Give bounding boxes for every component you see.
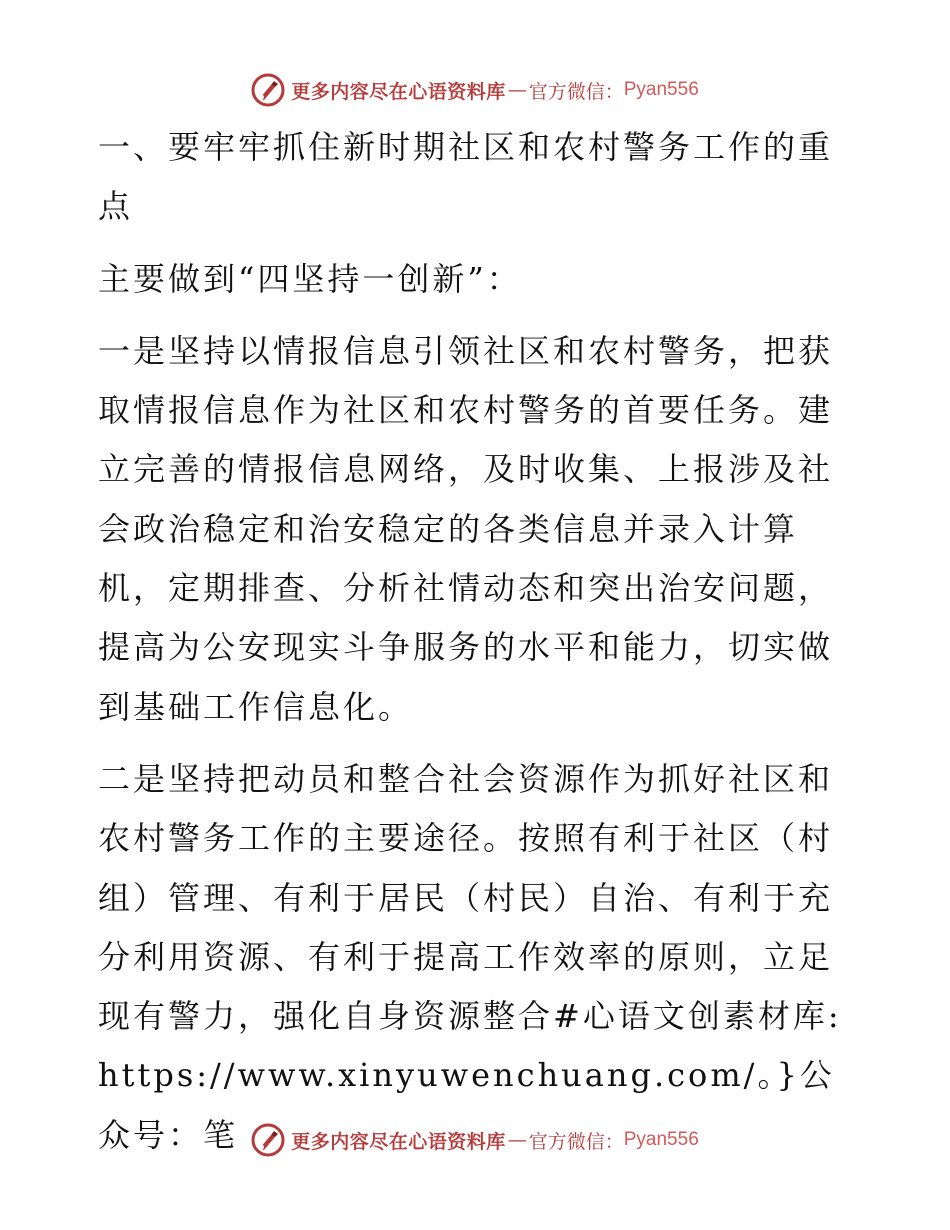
intro-paragraph: 主要做到“四坚持一创新”： (98, 259, 522, 298)
banner-wechat-label: 官方微信： (528, 1130, 624, 1153)
header-watermark-banner (0, 70, 950, 110)
pen-logo-icon (251, 1123, 285, 1157)
banner-dash: — (507, 79, 527, 101)
paragraph-one: 一是坚持以情报信息引领社区和农村警务，把获取情报信息作为社区和农村警务的首要任务。建立完善的情报信息网络，及时收集、上报涉及社会政治稳定和治安稳定的各类信息并录入计算机，定期排查、分析社情动态和突出治安问题，提高为公安现实斗争服务的水平和能力，切实做到基础工作信息化。 (98, 331, 834, 726)
banner-wechat-label: 官方微信： (528, 80, 624, 103)
banner-wechat-id: Pyan556 (623, 1129, 699, 1150)
pen-logo-icon (251, 73, 285, 107)
paragraph-two: 二是坚持把动员和整合社会资源作为抓好社区和农村警务工作的主要途径。按照有利于社区（村组）管理、有利于居民（村民）自治、有利于充分利用资源、有利于提高工作效率的原则，立足现有警力，强化自身资源整合#心语文创素材库:https://www.xinyuwenchuang.com/。}公众号：笔 (98, 759, 842, 1154)
section-heading: 一、要牢牢抓住新时期社区和农村警务工作的重点 (98, 128, 834, 226)
banner-slogan: 更多内容尽在心语资料库 (291, 1130, 506, 1153)
banner-slogan: 更多内容尽在心语资料库 (291, 80, 506, 103)
banner-dash: — (507, 1129, 527, 1151)
footer-watermark-banner (0, 1120, 950, 1160)
document-body (98, 118, 850, 1165)
banner-wechat-id: Pyan556 (623, 79, 699, 100)
